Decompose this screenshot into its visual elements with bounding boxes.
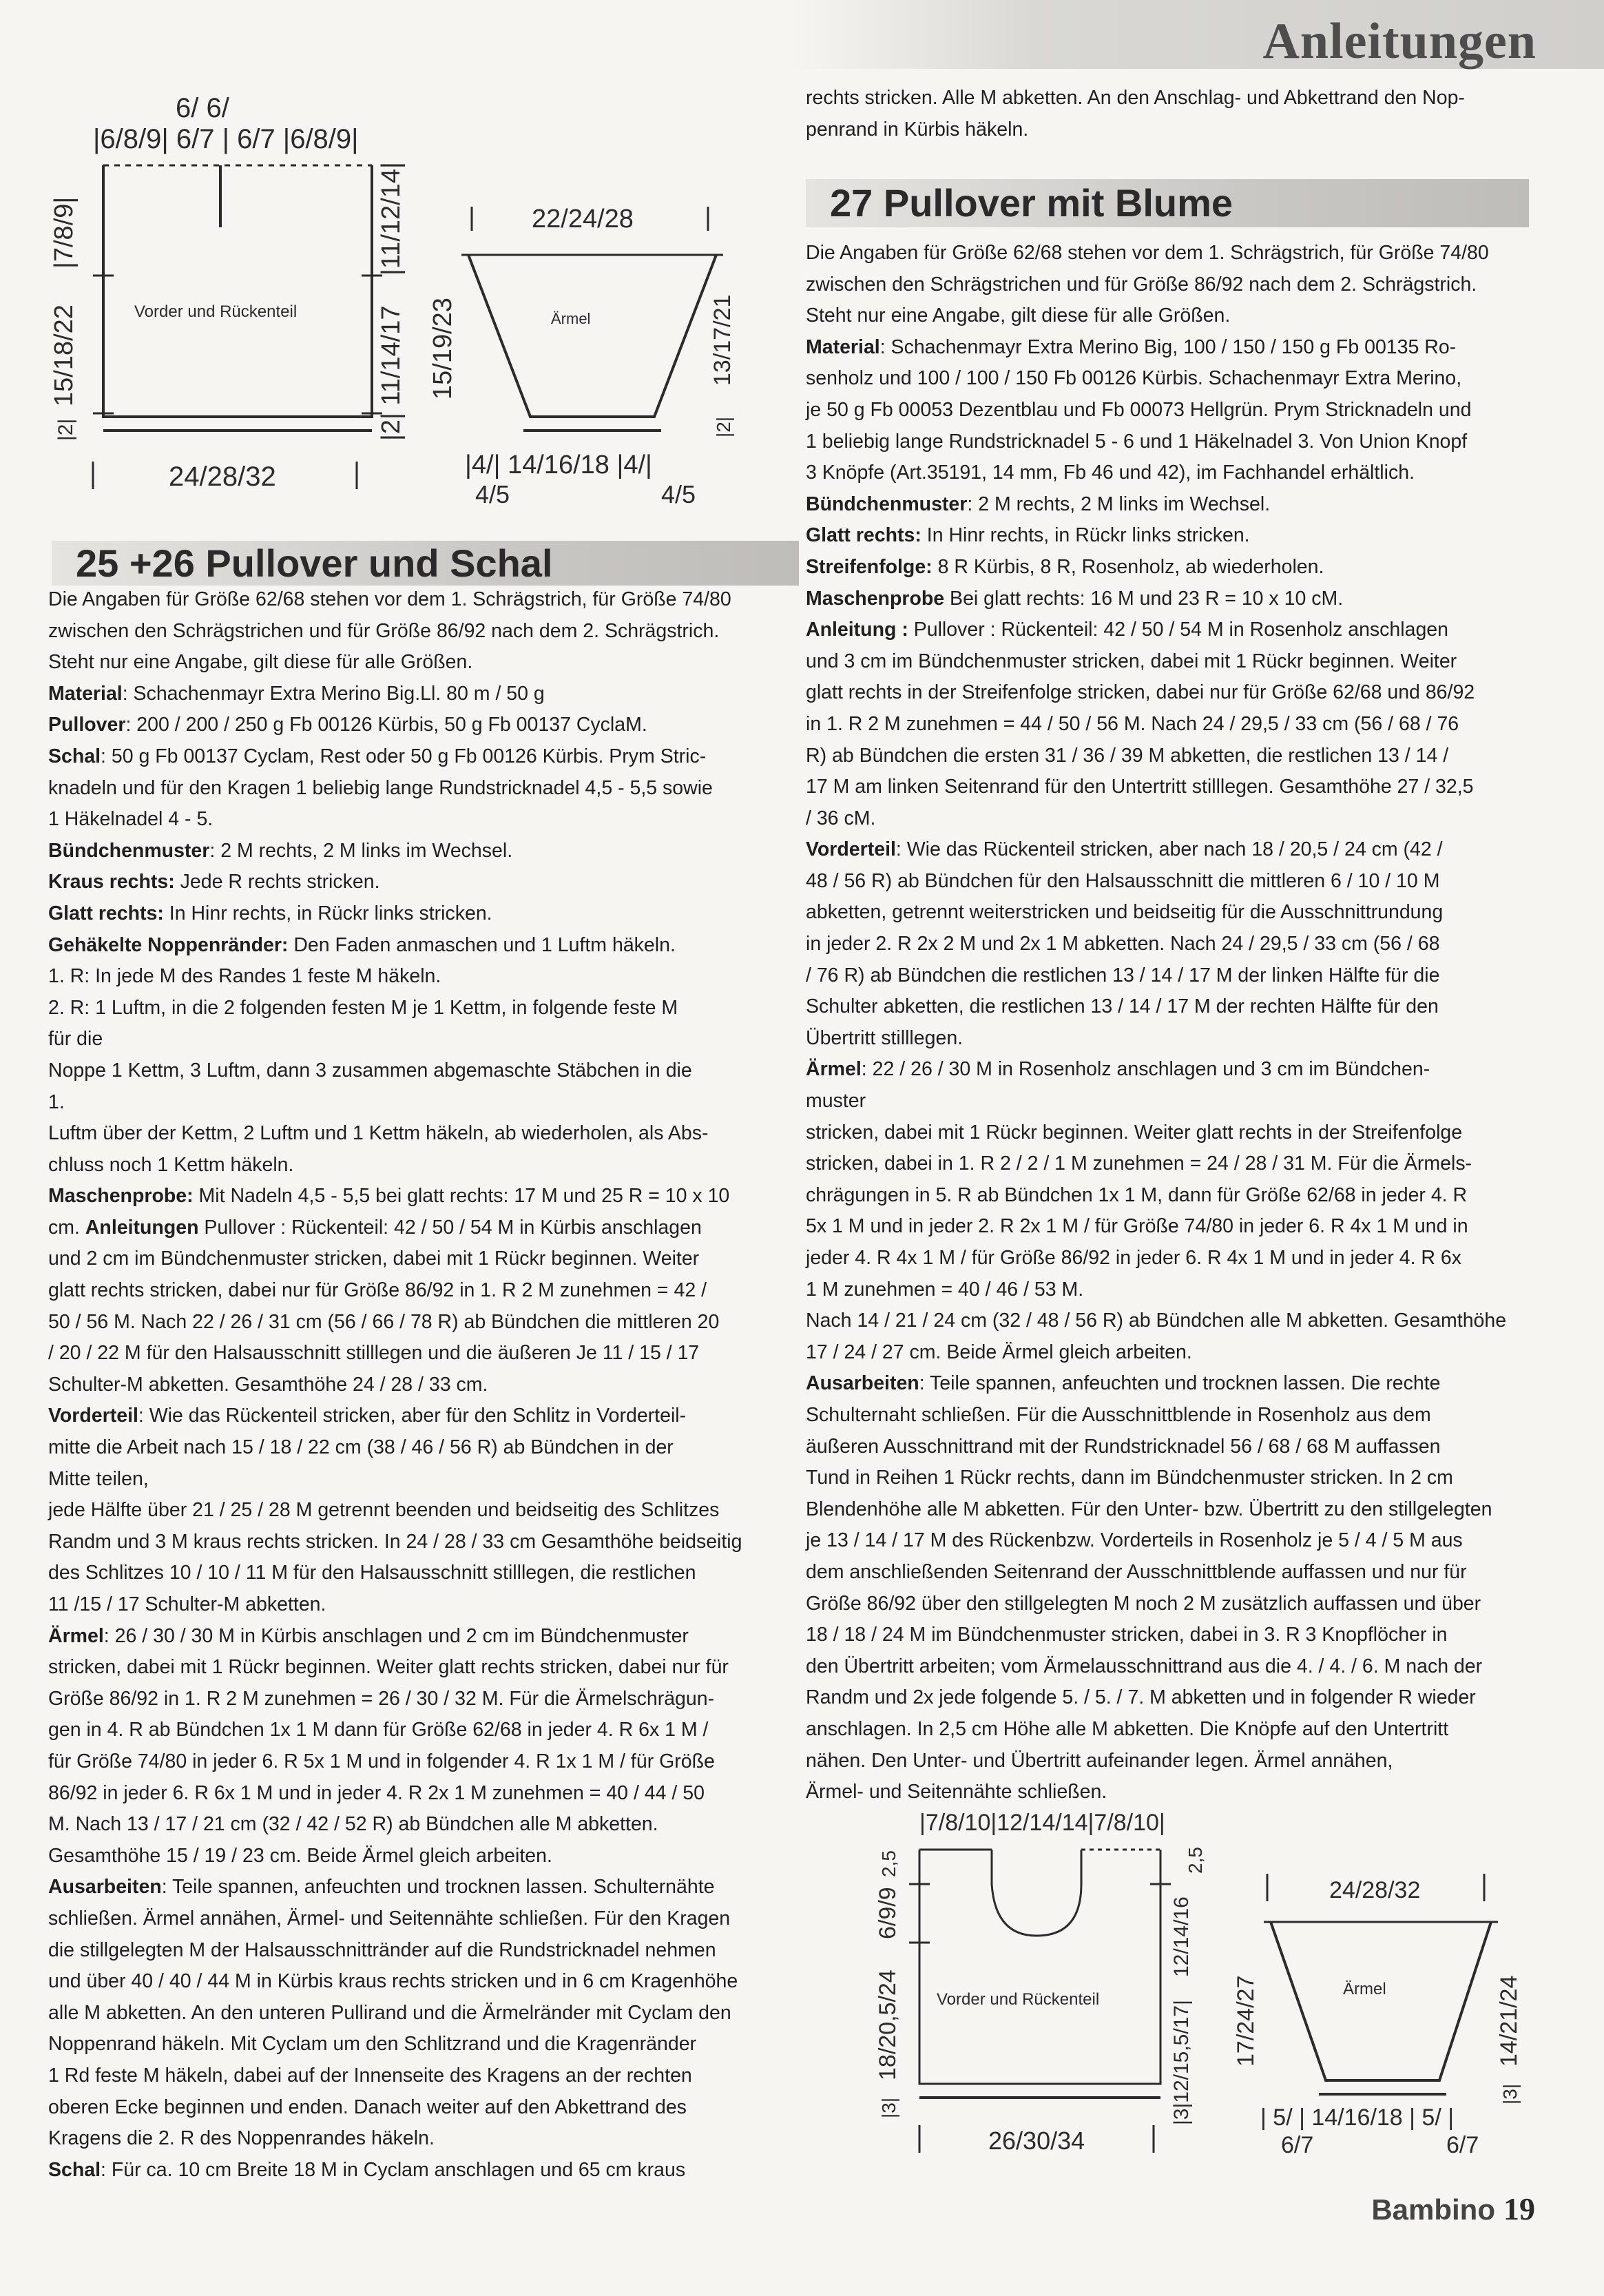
text-line [48,867,799,898]
dim-right-1: 2,5 [1185,1847,1206,1874]
text-line [48,1181,799,1212]
section-title-left: 25 +26 Pullover und Schal [52,541,799,586]
body-text: : 2 M rechts, 2 M links im Wechsel. [209,839,513,862]
body-text: und über 40 / 40 / 44 M in Kürbis kraus rechts stricken und in 6 cm Kragenhöhe [48,1970,738,1993]
body-text: Pullover : Rückenteil: 42 / 50 / 54 M in Rosenholz anschlagen [908,619,1449,641]
dim-top-a: 6/ 6/ [176,93,229,123]
text-line [48,616,799,648]
text-line [806,1557,1550,1589]
text-line [806,1714,1550,1746]
text-line [806,991,1550,1023]
body-text: des Schlitzes 10 / 10 / 11 M für den Halsausschnitt stilllegen, die restlichen [48,1562,696,1584]
text-line [806,1589,1550,1620]
page-section-title: Anleitungen [1262,13,1537,70]
body-text: 1. R: In jede M des Randes 1 feste M häkeln. [48,965,441,988]
body-text: : Schachenmayr Extra Merino Big.Ll. 80 m / 50 g [122,682,545,705]
body-text: äußeren Ausschnittrand mit der Rundstricknadel 56 / 68 / 68 M auffassen [806,1435,1441,1458]
text-line [806,1180,1550,1212]
dim-bottom-b1: 4/5 [475,480,510,508]
body-text: Größe 86/92 über den stillgelegten M noch 2 M zusätzlich auffassen und über [806,1592,1481,1615]
body-text: 1 Rd feste M häkeln, dabei auf der Innenseite des Kragens an der rechten [48,2064,692,2087]
body-text: 11 /15 / 17 Schulter-M abketten. [48,1593,326,1615]
body-text: : Teile spannen, anfeuchten und trocknen lassen. Schulternähte [161,1876,715,1899]
body-text: Ärmel- und Seitennähte schließen. [806,1781,1107,1803]
body-text: M. Nach 13 / 17 / 21 cm (32 / 42 / 52 R) ab Bündchen alle M abketten. [48,1813,658,1836]
text-line [806,1148,1550,1180]
body-text: 17 M am linken Seitenrand für den Untertritt stilllegen. Gesamthöhe 27 / 32,5 [806,776,1474,798]
body-text: : Wie das Rückenteil stricken, aber für den Schlitz in Vorderteil- [138,1405,687,1427]
text-line [806,1746,1550,1777]
body-text: Schulternaht schließen. Für die Ausschnittblende in Rosenholz aus dem [806,1403,1431,1426]
right-column-text [806,238,1550,1808]
magazine-name: Bambino [1371,2193,1495,2226]
dim-top: 22/24/28 [532,205,634,234]
text-line [48,710,799,741]
text-line [48,1369,799,1401]
body-text: 86/92 in jeder 6. R 6x 1 M und in jeder 4. R 2x 1 M zunehmen = 40 / 44 / 50 [48,1781,705,1804]
body-text: : Wie das Rückenteil stricken, aber nach 18 / 20,5 / 24 cm (42 / [895,838,1443,861]
text-line [48,1998,799,2029]
text-line [48,1684,799,1715]
body-text: Den Faden anmaschen und 1 Luftm häkeln. [288,933,676,956]
dim-left-2: 6/9/9 [875,1887,901,1939]
text-line [806,929,1550,960]
dim-bottom-a: | 5/ | 14/16/18 | 5/ | [1260,2104,1455,2131]
text-line [48,1275,799,1307]
panel-label: Ärmel [551,310,591,327]
dim-left: 17/24/27 [1233,1975,1259,2067]
body-text: R) ab Bündchen die ersten 31 / 36 / 39 M abketten, die restlichen 13 / 14 / [806,744,1449,767]
bold-label: Ärmel [806,1058,862,1081]
bold-label: Ärmel [48,1624,104,1647]
panel-label: Ärmel [1343,1980,1386,1998]
text-line [48,1746,799,1778]
text-line [806,897,1550,929]
body-text: mitte die Arbeit nach 15 / 18 / 22 cm (38 / 46 / 56 R) ab Bündchen in der [48,1436,674,1459]
text-line [806,1211,1550,1243]
body-text: zwischen den Schrägstrichen und für Größe 86/92 nach dem 2. Schrägstrich. [806,273,1477,296]
body-text: abketten, getrennt weiterstricken und beidseitig für die Ausschnittrundung [806,901,1444,924]
text-line [48,804,799,836]
text-line [806,300,1550,332]
body-text: schließen. Ärmel annähen, Ärmel- und Seitennähte schließen. Für den Kragen [48,1907,731,1930]
text-line [806,1023,1550,1055]
body-text: für die [48,1028,103,1051]
bold-label: Bündchenmuster [48,839,210,862]
text-line [48,836,799,867]
text-line [48,1307,799,1338]
text-line [806,866,1550,898]
text-line [806,1431,1550,1463]
text-line [806,1054,1550,1086]
bold-label: Anleitung : [806,619,908,641]
body-text: nähen. Den Unter- und Übertritt aufeinander legen. Ärmel annähen, [806,1749,1393,1772]
text-line [48,1715,799,1746]
bold-label: Maschenprobe [806,587,945,610]
diagram-body-panel [28,90,413,496]
body-text: und 2 cm im Bündchenmuster stricken, dabei mit 1 Rückr beginnen. Weiter [48,1248,700,1270]
body-text: glatt rechts in der Streifenfolge stricken, dabei nur für Größe 62/68 und 86/92 [806,681,1475,704]
dim-bottom: 26/30/34 [988,2127,1085,2155]
bold-label: Anleitungen [85,1216,199,1239]
text-line [806,1400,1550,1431]
body-text: muster [806,1090,866,1113]
text-line [806,520,1550,552]
body-text: die stillgelegten M der Halsausschnittränder auf die Rundstricknadel nehmen [48,1938,716,1961]
body-text: Bei glatt rechts: 16 M und 23 R = 10 x 10 cM. [944,587,1344,610]
body-text: penrand in Kürbis häkeln. [806,118,1029,141]
text-line [48,1872,799,1903]
body-text: und 3 cm im Bündchenmuster stricken, dabei mit 1 Rückr beginnen. Weiter [806,650,1457,672]
body-text: Größe 86/92 in 1. R 2 M zunehmen = 26 / 30 / 32 M. Für die Ärmelschrägun- [48,1687,715,1710]
text-line [806,1274,1550,1306]
text-line [48,1935,799,1967]
body-text: jeder 4. R 4x 1 M / für Größe 86/92 in jeder 6. R 4x 1 M und in jeder 4. R 6x [806,1247,1462,1269]
body-text: Übertritt stilllegen. [806,1026,964,1049]
dim-left: 15/19/23 [428,298,457,400]
dim-right-small: |2| [713,416,734,437]
text-line [48,1055,799,1087]
body-text: : Schachenmayr Extra Merino Big, 100 / 150 / 150 g Fb 00135 Ro- [879,335,1457,358]
body-text: alle M abketten. An den unteren Pullirand und die Ärmelränder mit Cyclam den [48,2001,731,2024]
text-line [806,1777,1550,1808]
bold-label: Vorderteil [806,838,896,861]
body-text: Kragens die 2. R des Noppenrandes häkeln. [48,2127,435,2150]
section-title-right: 27 Pullover mit Blume [806,179,1529,227]
text-line [806,803,1550,835]
body-text: Jede R rechts stricken. [174,871,380,893]
dim-right-3: |3|12/15,5/17| [1170,2000,1193,2125]
bold-label: Vorderteil [48,1405,138,1427]
body-text: dem anschließenden Seitenrand der Ausschnittblende auffassen und nur für [806,1560,1467,1583]
text-line [48,961,799,993]
text-line [806,1462,1550,1494]
bold-label: Streifenfolge: [806,555,933,578]
body-text: In Hinr rechts, in Rückr links stricken. [163,902,492,924]
text-line [48,1809,799,1841]
text-line [48,1903,799,1935]
body-text: 1 Häkelnadel 4 - 5. [48,808,213,831]
text-line [48,741,799,773]
body-text: knadeln und für den Kragen 1 beliebig lange Rundstricknadel 4,5 - 5,5 sowie [48,776,713,799]
text-line [48,1621,799,1653]
bold-label: Ausarbeiten [806,1372,919,1395]
text-line [48,584,799,616]
body-text: zwischen den Schrägstrichen und für Größe 86/92 nach dem 2. Schrägstrich. [48,619,720,642]
right-column-intro [806,83,1550,145]
text-line [806,269,1550,301]
text-line [806,395,1550,426]
text-line [48,679,799,710]
bold-label: Schal [48,745,101,767]
panel-label: Vorder und Rückenteil [937,1990,1100,2009]
bold-label: Maschenprobe: [48,1185,194,1208]
text-line [48,2092,799,2124]
dim-left-2: 15/18/22 [50,304,79,406]
body-text: 8 R Kürbis, 8 R, Rosenholz, ab wiederholen. [932,555,1324,578]
dim-left-3: 18/20,5/24 [875,1969,901,2080]
text-line [806,1525,1550,1557]
text-line [806,709,1550,741]
text-line [806,83,1550,114]
dim-right-2: |2| 11/14/17 [377,305,406,441]
dim-bottom-b2: 4/5 [661,480,696,508]
bold-label: Bündchenmuster [806,493,968,515]
text-line [806,1243,1550,1274]
diagram-body-panel-2 [864,1808,1236,2163]
body-text: Die Angaben für Größe 62/68 stehen vor dem 1. Schrägstrich, für Größe 74/80 [806,242,1489,264]
dim-left-1: 2,5 [878,1850,899,1877]
dim-top: 24/28/32 [1329,1877,1421,1903]
text-line [806,426,1550,458]
text-line [48,993,799,1024]
text-line [48,773,799,805]
body-text: 1 beliebig lange Rundstricknadel 5 - 6 und 1 Häkelnadel 3. Von Union Knopf [806,430,1468,453]
body-text: jede Hälfte über 21 / 25 / 28 M getrennt beenden und beidseitig des Schlitzes [48,1499,720,1522]
text-line [48,1400,799,1432]
body-text: / 36 cM. [806,807,876,829]
dim-top: |7/8/10|12/14/14|7/8/10| [919,1810,1165,1836]
body-text: Mit Nadeln 4,5 - 5,5 bei glatt rechts: 17 M und 25 R = 10 x 10 [193,1185,730,1208]
text-line [48,2155,799,2186]
text-line [806,1494,1550,1526]
dim-right-2: 12/14/16 [1170,1896,1193,1977]
text-line [806,363,1550,395]
text-line [48,1464,799,1496]
body-text: / 20 / 22 M für den Halsausschnitt stilllegen und die äußeren Je 11 / 15 / 17 [48,1342,700,1365]
body-text: Schulter abketten, die restlichen 13 / 14 / 17 M der rechten Hälfte für den [806,995,1439,1018]
text-line [806,583,1550,615]
text-line [48,1338,799,1369]
text-line [806,646,1550,678]
body-text: für Größe 74/80 in jeder 6. R 5x 1 M und in folgender 4. R 1x 1 M / für Größe [48,1750,715,1772]
text-line [806,960,1550,992]
dim-right: 13/17/21 [709,294,736,386]
bold-label: Glatt rechts: [806,524,921,547]
text-line [806,332,1550,364]
body-text: rechts stricken. Alle M abketten. An den Anschlag- und Abkettrand den Nop- [806,87,1465,109]
text-line [48,1966,799,1998]
body-text: Tund in Reihen 1 Rückr rechts, dann im Bündchenmuster stricken. In 2 cm [806,1467,1453,1489]
bold-label: Glatt rechts: [48,902,164,924]
text-line [806,238,1550,269]
body-text: Steht nur eine Angabe, gilt diese für alle Größen. [48,651,473,674]
body-text: : Für ca. 10 cm Breite 18 M in Cyclam anschlagen und 65 cm kraus [101,2158,686,2181]
dim-right-1: |11/12/14| [377,162,406,276]
text-line [48,930,799,962]
text-line [806,114,1550,146]
text-line [806,772,1550,803]
text-line [48,1212,799,1244]
dim-bottom-b1: 6/7 [1281,2132,1314,2158]
body-text: : 200 / 200 / 250 g Fb 00126 Kürbis, 50 g Fb 00137 CyclaM. [125,714,647,736]
bold-label: Schal [48,2158,101,2181]
body-text: : 22 / 26 / 30 M in Rosenholz anschlagen und 3 cm im Bündchen- [861,1058,1430,1081]
body-text: den Übertritt arbeiten; vom Ärmelausschnittrand aus die 4. / 4. / 6. M nach der [806,1655,1483,1677]
body-text: : 2 M rechts, 2 M links im Wechsel. [967,493,1271,515]
text-line [48,1527,799,1558]
text-line [48,1150,799,1181]
body-text: stricken, dabei in 1. R 2 / 2 / 1 M zunehmen = 24 / 28 / 31 M. Für die Ärmels- [806,1152,1472,1175]
body-text: senholz und 100 / 100 / 150 Fb 00126 Kürbis. Schachenmayr Extra Merino, [806,367,1462,390]
body-text: / 76 R) ab Bündchen die restlichen 13 / 14 / 17 M der linken Hälfte für die [806,964,1440,986]
text-line [48,1841,799,1872]
text-line [806,1086,1550,1117]
text-line [48,1589,799,1621]
body-text: chrägungen in 5. R ab Bündchen 1x 1 M, dann für Größe 62/68 in jeder 4. R [806,1183,1468,1206]
text-line [48,1243,799,1275]
text-line [806,1117,1550,1149]
page-footer [1371,2191,1535,2227]
dim-right-small: |3| [1499,2083,1521,2104]
body-text: Noppe 1 Kettm, 3 Luftm, dann 3 zusammen abgemaschte Stäbchen in die [48,1059,692,1082]
body-text: oberen Ecke beginnen und enden. Danach weiter auf den Abkettrand des [48,2096,687,2118]
text-line [48,898,799,930]
body-text: Randm und 2x jede folgende 5. / 5. / 7. M abketten und in folgender R wieder [806,1686,1476,1709]
body-text: Die Angaben für Größe 62/68 stehen vor dem 1. Schrägstrich, für Größe 74/80 [48,588,731,610]
text-line [48,1652,799,1684]
bold-label: Kraus rechts: [48,871,175,893]
text-line [48,2060,799,2092]
body-text: 18 / 18 / 24 M im Bündchenmuster stricken, dabei in 3. R 3 Knopflöcher in [806,1624,1448,1646]
left-column-text [48,584,799,2186]
text-line [806,1651,1550,1683]
body-text: 5x 1 M und in jeder 2. R 2x 1 M / für Größe 74/80 in jeder 6. R 4x 1 M und in [806,1215,1468,1238]
diagram-sleeve [420,189,744,513]
dim-bottom: 24/28/32 [169,462,276,492]
text-line [806,677,1550,709]
dim-bottom-b2: 6/7 [1446,2132,1479,2158]
body-text: 2. R: 1 Luftm, in die 2 folgenden festen M je 1 Kettm, in folgende feste M [48,996,678,1019]
body-text: : 26 / 30 / 30 M in Kürbis anschlagen und 2 cm im Bündchenmuster [103,1624,689,1647]
text-line [806,1620,1550,1651]
body-text: 1 M zunehmen = 40 / 46 / 53 M. [806,1278,1084,1301]
diagram-sleeve-2 [1233,1860,1536,2163]
text-line [48,1495,799,1527]
body-text: glatt rechts stricken, dabei nur für Größe 86/92 in 1. R 2 M zunehmen = 42 / [48,1279,707,1302]
body-text: chluss noch 1 Kettm häkeln. [48,1153,294,1176]
dim-left-4: |3| [878,2097,899,2118]
body-text: Nach 14 / 21 / 24 cm (32 / 48 / 56 R) ab Bündchen alle M abketten. Gesamthöhe [806,1310,1507,1332]
bold-label: Pullover [48,714,126,736]
text-line [48,1087,799,1119]
body-text: 17 / 24 / 27 cm. Beide Ärmel gleich arbeiten. [806,1341,1192,1363]
bold-label: Material [48,682,123,705]
dim-bottom-a: |4/| 14/16/18 |4/| [465,451,652,479]
body-text: gen in 4. R ab Bündchen 1x 1 M dann für Größe 62/68 in jeder 4. R 6x 1 M / [48,1719,709,1741]
body-text: In Hinr rechts, in Rückr links stricken. [921,524,1250,547]
bold-label: Ausarbeiten [48,1876,162,1899]
dim-left-3: |2| [54,418,77,441]
text-line [48,1778,799,1810]
bold-label: Gehäkelte Noppenränder: [48,933,289,956]
body-text: 50 / 56 M. Nach 22 / 26 / 31 cm (56 / 66 / 78 R) ab Bündchen die mittleren 20 [48,1310,720,1333]
text-line [48,2123,799,2155]
body-text: 3 Knöpfe (Art.35191, 14 mm, Fb 46 und 42), im Fachhandel erhältlich. [806,462,1415,484]
dim-top-b: |6/8/9| 6/7 | 6/7 |6/8/9| [93,124,359,154]
text-line [806,1368,1550,1400]
body-text: : Teile spannen, anfeuchten und trocknen lassen. Die rechte [919,1372,1441,1395]
text-line [48,1432,799,1464]
body-text: : 50 g Fb 00137 Cyclam, Rest oder 50 g Fb 00126 Kürbis. Prym Stric- [101,745,707,767]
bold-label: Material [806,335,880,358]
text-line [806,457,1550,489]
panel-label: Vorder und Rückenteil [134,302,298,321]
text-line [806,614,1550,646]
body-text: Noppenrand häkeln. Mit Cyclam um den Schlitzrand und die Kragenränder [48,2033,697,2056]
body-text: cm. [48,1216,85,1239]
body-text: je 50 g Fb 00053 Dezentblau und Fb 00073 Hellgrün. Prym Stricknadeln und [806,398,1472,421]
text-line [806,1682,1550,1714]
text-line [806,834,1550,866]
dim-left-1: |7/8/9| [50,196,79,269]
text-line [48,1118,799,1150]
body-text: Randm und 3 M kraus rechts stricken. In 24 / 28 / 33 cm Gesamthöhe beidseitig [48,1530,742,1553]
body-text: 48 / 56 R) ab Bündchen für den Halsausschnitt die mittleren 6 / 10 / 10 M [806,869,1440,892]
body-text: in jeder 2. R 2x 2 M und 2x 1 M abketten. Nach 24 / 29,5 / 33 cm (56 / 68 [806,933,1440,955]
text-line [48,2029,799,2060]
body-text: Luftm über der Kettm, 2 Luftm und 1 Kettm häkeln, ab wiederholen, als Abs- [48,1122,709,1145]
body-text: stricken, dabei mit 1 Rückr beginnen. Weiter glatt rechts stricken, dabei nur für [48,1656,729,1679]
body-text: Mitte teilen, [48,1467,149,1490]
text-line [48,1558,799,1589]
dim-right: 14/21/24 [1496,1975,1522,2067]
body-text: stricken, dabei mit 1 Rückr beginnen. Weiter glatt rechts in der Streifenfolge [806,1121,1463,1144]
body-text: in 1. R 2 M zunehmen = 44 / 50 / 56 M. Nach 24 / 29,5 / 33 cm (56 / 68 / 76 [806,712,1459,735]
page-number: 19 [1503,2191,1535,2226]
body-text: 1. [48,1090,65,1113]
body-text: anschlagen. In 2,5 cm Höhe alle M abketten. Die Knöpfe auf den Untertritt [806,1717,1449,1740]
body-text: Blendenhöhe alle M abketten. Für den Unter- bzw. Übertritt zu den stillgelegten [806,1498,1492,1520]
text-line [806,552,1550,583]
body-text: Gesamthöhe 15 / 19 / 23 cm. Beide Ärmel gleich arbeiten. [48,1844,552,1867]
text-line [806,741,1550,772]
body-text: je 13 / 14 / 17 M des Rückenbzw. Vorderteils in Rosenholz je 5 / 4 / 5 M aus [806,1529,1463,1552]
text-line [48,1024,799,1055]
body-text: Pullover : Rückenteil: 42 / 50 / 54 M in Kürbis anschlagen [198,1216,702,1239]
text-line [806,1337,1550,1369]
text-line [48,647,799,679]
body-text: Steht nur eine Angabe, gilt diese für alle Größen. [806,304,1231,327]
text-line [806,1305,1550,1337]
text-line [806,489,1550,521]
body-text: Schulter-M abketten. Gesamthöhe 24 / 28 / 33 cm. [48,1373,488,1396]
